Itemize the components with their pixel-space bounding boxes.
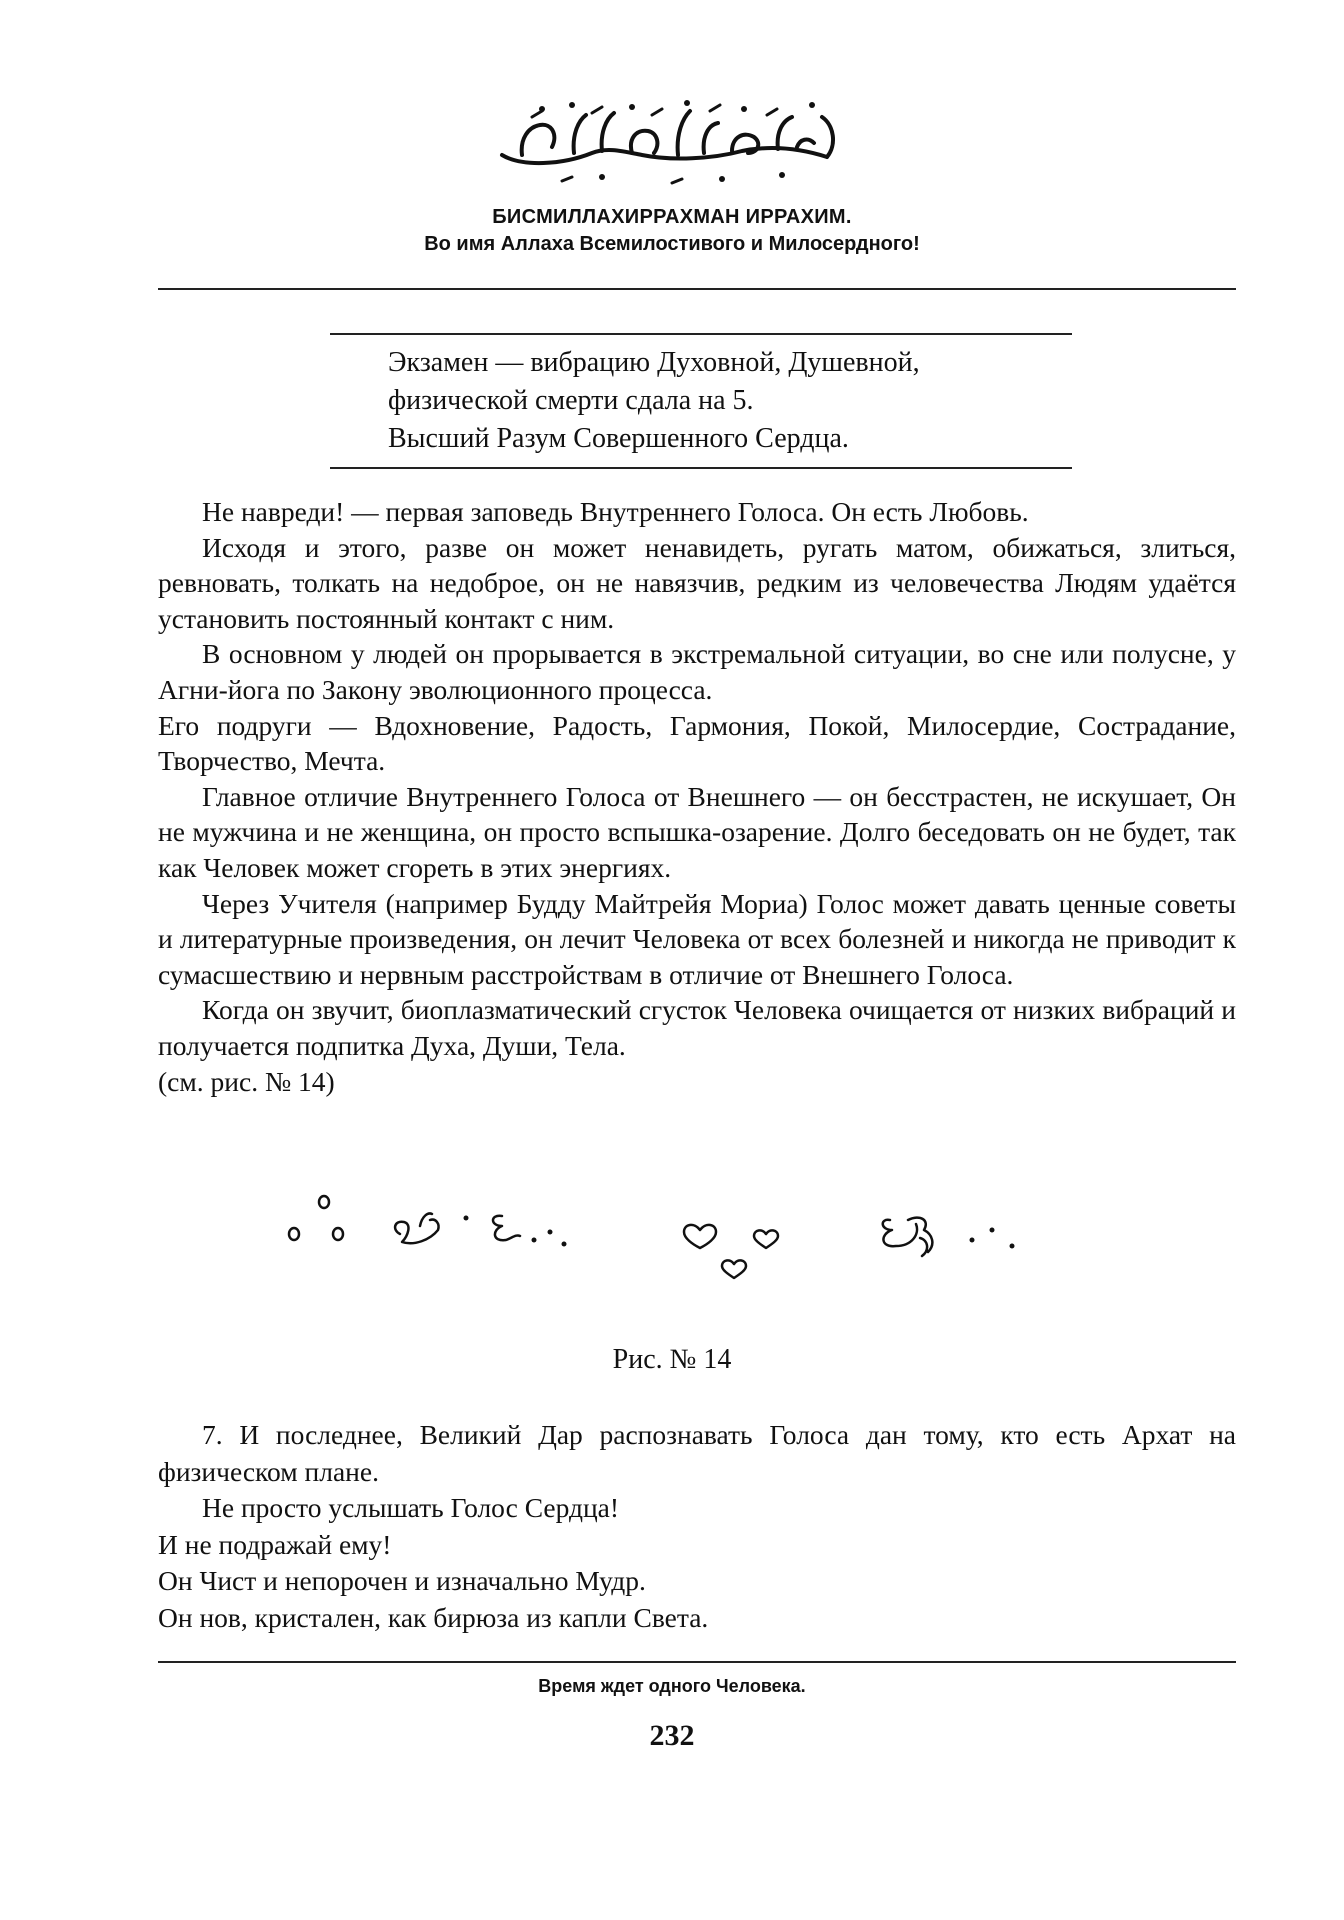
paragraph: 7. И последнее, Великий Дар распознавать Голоса дан тому, кто есть Архат на физическом плане. (158, 1419, 1236, 1487)
paragraph: Через Учителя (например Будду Майтрейя Мориа) Голос может давать ценные советы и литературные произведения, он лечит Человека от всех болезней и никогда не приводит к сумасшествию и нервным расстройствам в отличие от Внешнего Голоса. (158, 887, 1236, 990)
figure-caption: Рис. № 14 (612, 1344, 732, 1375)
figure-14-symbols (280, 1190, 1080, 1310)
paragraph: Не навреди! — первая заповедь Внутреннего Голоса. Он есть Любовь. (202, 496, 1029, 527)
heart-symbol (684, 1225, 716, 1248)
squiggle-symbol (395, 1214, 438, 1244)
header-transliteration: БИСМИЛЛАХИРРАХМАН ИРРАХИМ. (492, 206, 852, 228)
dot-symbol (464, 1216, 469, 1221)
running-footer: Время ждет одного Человека. (538, 1676, 806, 1696)
dot-symbol (970, 1238, 975, 1243)
dot-symbol (1010, 1244, 1015, 1249)
header-translation: Во имя Аллаха Всемилостивого и Милосердного! (424, 233, 920, 255)
figure-reference: (см. рис. № 14) (158, 1065, 335, 1097)
paragraph: В основном у людей он прорывается в экстремальной ситуации, во сне или полусне, у Агни-йога по Закону эволюционного процесса. (158, 638, 1236, 705)
epigraph-top-rule (330, 333, 1072, 335)
small-circle-symbol (319, 1196, 329, 1208)
header-divider (158, 288, 1236, 290)
squiggle-symbol (493, 1216, 520, 1240)
heart-symbol (722, 1260, 746, 1278)
page-header (0, 95, 1344, 256)
heart-symbol (754, 1230, 778, 1248)
paragraph: Главное отличие Внутреннего Голоса от Внешнего — он бесстрастен, не искушает, Он не мужчина и не женщина, он просто вспышка-озарение. Долго беседовать он не будет, так как Человек может сгореть в этих энергиях. (158, 780, 1236, 883)
epigraph-line: Высший Разум Совершенного Сердца. (388, 423, 849, 454)
closing-text (158, 1417, 1236, 1636)
epigraph-line: Экзамен — вибрацию Духовной, Душевной, (388, 347, 920, 378)
dot-symbol (990, 1228, 995, 1233)
dot-symbol (548, 1230, 553, 1235)
epigraph-line: физической смерти сдала на 5. (388, 385, 754, 416)
dot-symbol (562, 1242, 567, 1247)
epigraph-bottom-rule (330, 467, 1072, 469)
paragraph: Он нов, кристален, как бирюза из капли Света. (158, 1601, 709, 1633)
squiggle-symbol (883, 1218, 933, 1256)
main-text (158, 494, 1236, 1099)
footer-divider (158, 1661, 1236, 1663)
paragraph: Он Чист и непорочен и изначально Мудр. (158, 1565, 646, 1596)
paragraph: Его подруги — Вдохновение, Радость, Гармония, Покой, Милосердие, Сострадание, Творчество, Мечта. (158, 709, 1236, 777)
paragraph: Не просто услышать Голос Сердца! (202, 1492, 620, 1523)
paragraph: Исходя и этого, разве он может ненавидеть, ругать матом, обижаться, злиться, ревновать, толкать на недоброе, он не навязчив, редким из человечества Людям удаётся установить постоянный контакт с ним. (158, 531, 1236, 634)
arabic-calligraphy-basmala (482, 95, 862, 190)
epigraph (388, 344, 1048, 458)
small-circle-symbol (289, 1228, 299, 1240)
paragraph: И не подражай ему! (158, 1528, 392, 1560)
paragraph: Когда он звучит, биоплазматический сгусток Человека очищается от низких вибраций и получается подпитка Духа, Души, Тела. (158, 994, 1236, 1061)
dot-symbol (532, 1238, 537, 1243)
page-number: 232 (649, 1719, 695, 1752)
small-circle-symbol (333, 1228, 343, 1240)
